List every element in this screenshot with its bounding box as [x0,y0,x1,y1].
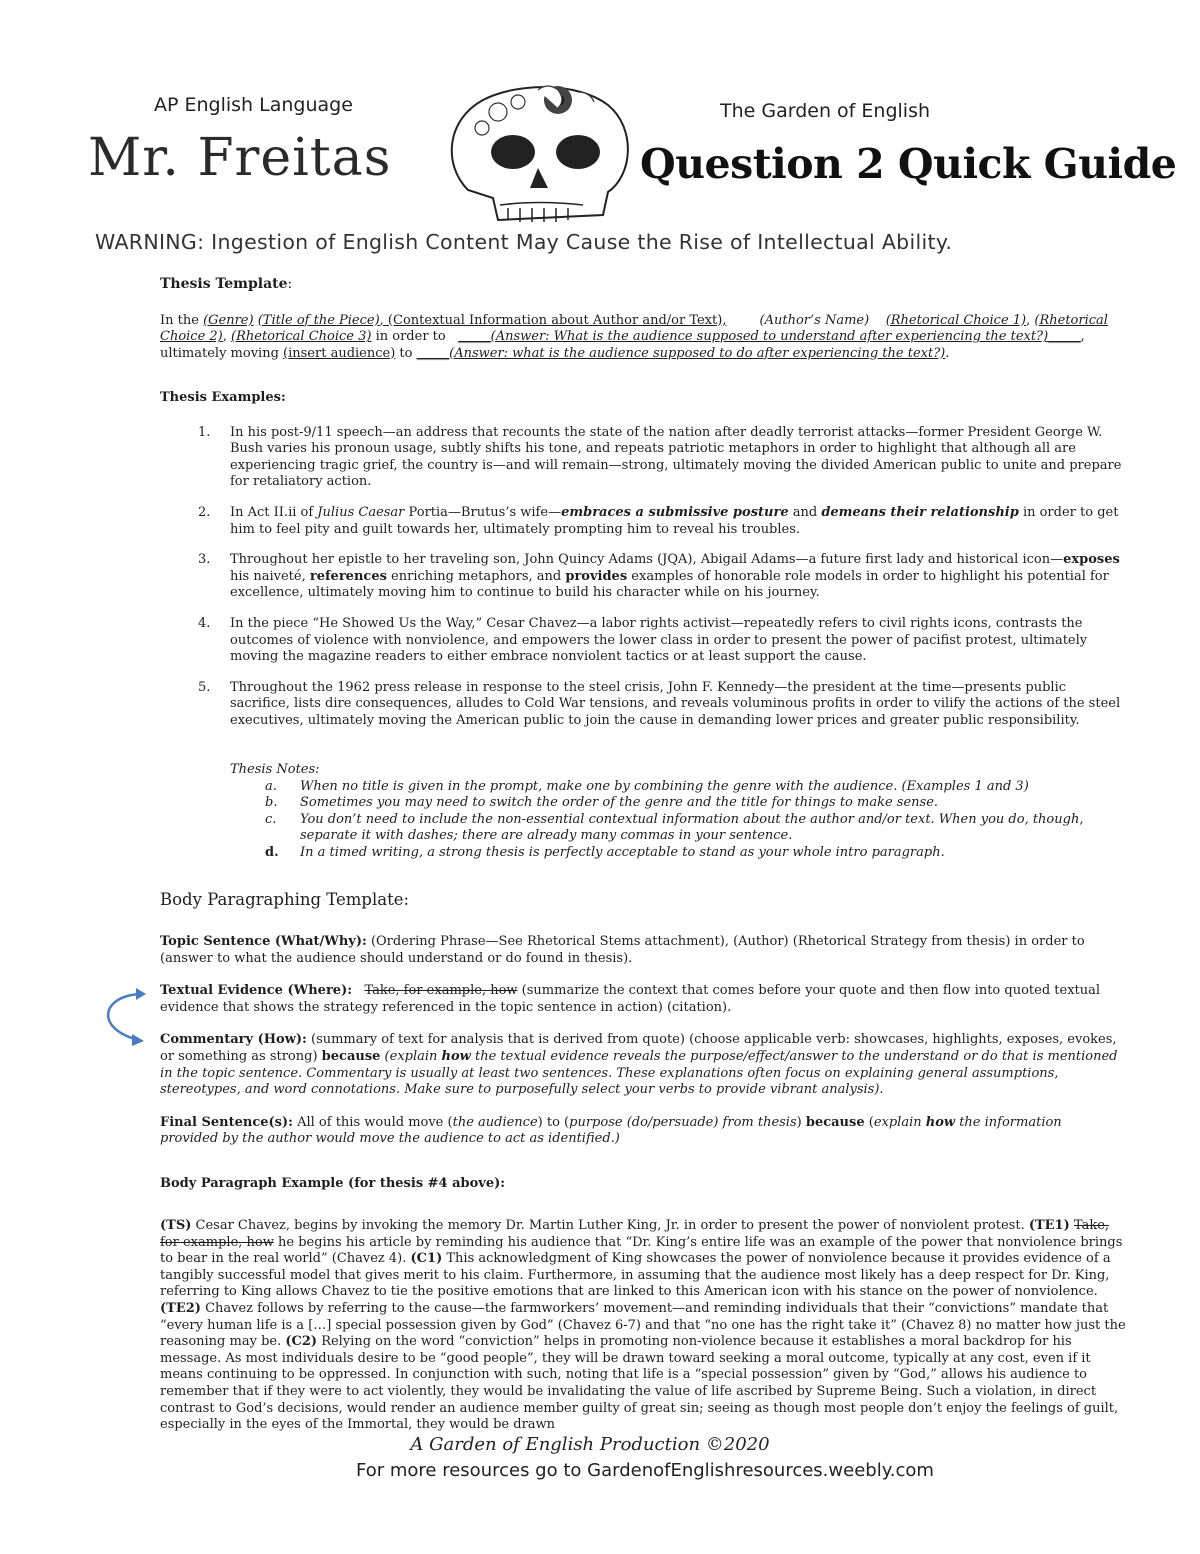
thesis-template-text: In the (Genre) (Title of the Piece), (Contextual Information about Author and/or Text), (Author’s Name) (Rhetorical Choice 1), (Rhetorical Choice 2), (Rhetorical Choice 3) in order to _____(Answer: What is the audience supposed to understand after experiencing the text?)_____, ultimately moving (insert audience) to _____(Answer: what is the audience supposed to do after experiencing the text?). [160,312,1108,361]
course-label: AP English Language [154,94,353,116]
body-template-heading: Body Paragraphing Template: [160,890,410,909]
thesis-note-d: d. In a timed writing, a strong thesis is perfectly acceptable to stand as your whole intro paragraph. [265,844,945,860]
topic-sentence-row: Topic Sentence (What/Why): (Ordering Phrase—See Rhetorical Stems attachment), (Author) (Rhetorical Strategy from thesis) in order to (answer to what the audience should understand or do found in thesis). [160,934,1085,966]
footer-production: A Garden of English Production ©2020 [410,1434,770,1455]
final-sentence-row: Final Sentence(s): All of this would move (the audience) to (purpose (do/persuade) from thesis) because (explain how the information provided by the author would move the audience to act as identified.) [160,1114,1062,1147]
body-example-paragraph: (TS) Cesar Chavez, begins by invoking the memory Dr. Martin Luther King, Jr. in order to present the power of nonviolent protest. (TE1) Take, for example, how he begins his article by reminding his audience that “Dr. King’s entire life was an example of the power that nonviolence brings to bear in the real world” (Chavez 4). (C1) This acknowledgment of King showcases the power of nonviolence because it provides evidence of a tangibly successful model that gives merit to his claim. Furthermore, in assuming that the audience most likely has a deep respect for Dr. King, referring to King allows Chavez to tie the positive emotions that are linked to this American icon with his stance on the power of nonviolence. (TE2) Chavez follows by referring to the cause—the farmworkers’ movement—and reminding individuals that their “convictions” mandate that “every human life is a […] special possession given by God” (Chavez 6-7) and that “no one has the right take it” (Chavez 8) no matter how just the reasoning may be. (C2) Relying on the word “conviction” helps in promoting non-violence because it establishes a moral backdrop for his message. As most individuals desire to be “good people”, they will be drawn toward seeking a moral outcome, typically at any cost, even if it means continuing to be oppressed. In conjunction with such, noting that life is a “special possession” given by “God,” allows his audience to remember that if they were to act violently, they would be invalidating the value of life ascribed by Supreme Being. Such a violation, in direct contrast to God’s decisions, would render an audience member guilty of great sin; seeing as though most people don’t enjoy the feelings of guilt, especially in the eyes of the Immortal, they would be drawn [160,1218,1126,1433]
textual-evidence-row: Textual Evidence (Where): Take, for example, how (summarize the context that comes before your quote and then flow into quoted textual evidence that shows the strategy referenced in the topic sentence in action) (citation). [160,983,1101,1015]
thesis-notes-heading: Thesis Notes: [230,762,320,777]
thesis-note-a: a. When no title is given in the prompt, make one by combining the genre with the audience. (Examples 1 and 3) [265,778,1029,794]
footer-resources-link[interactable]: For more resources go to GardenofEnglishresources.weebly.com [356,1460,934,1481]
curved-arrow-icon [82,982,162,1054]
thesis-examples-heading: Thesis Examples: [160,390,286,405]
thesis-template-colon: : [287,276,293,292]
thesis-example-5: 5. Throughout the 1962 press release in response to the steel crisis, John F. Kennedy—the president at the time—presents public sacrifice, lists dire consequences, alludes to Cold War tensions, and reveals voluminous profits in order to vilify the actions of the steel executives, ultimately moving the American public to join the cause in demanding lower prices and greater public responsibility. [198,679,1121,728]
thesis-example-3: 3. Throughout her epistle to her traveling son, John Quincy Adams (JQA), Abigail Adams—a future first lady and historical icon—exposes his naiveté, references enriching metaphors, and provides examples of honorable role models in order to highlight his potential for excellence, ultimately moving him to continue to build his character while on his journey. [198,552,1120,601]
skull-with-flowers-icon [438,80,638,230]
guide-title: Question 2 Quick Guide [640,140,1177,188]
commentary-row: Commentary (How): (summary of text for analysis that is derived from quote) (choose applicable verb: showcases, highlights, exposes, evokes, or something as strong) because (explain how the textual evidence reveals the purpose/effect/answer to the understand or do that is mentioned in the topic sentence. Commentary is usually at least two sentences. These explanations often focus on explaining general assumptions, stereotypes, and word connotations. Make sure to purposefully select your verbs to provide vibrant analysis). [160,1032,1118,1098]
thesis-note-b: b. Sometimes you may need to switch the order of the genre and the title for things to make sense. [265,795,939,811]
thesis-template-heading: Thesis Template [160,276,288,292]
thesis-example-4: 4. In the piece “He Showed Us the Way,” Cesar Chavez—a labor rights activist—repeatedly refers to civil rights icons, contrasts the outcomes of violence with nonviolence, and empowers the lower class in order to present the power of pacifist protest, ultimately moving the magazine readers to either embrace nonviolent tactics or at least support the cause. [198,615,1088,665]
thesis-example-1: 1. In his post-9/11 speech—an address that recounts the state of the nation after deadly terrorist attacks—former President George W. Bush varies his pronoun usage, subtly shifts his tone, and repeats patriotic metaphors in order to highlight that although all are experiencing tragic grief, the country is—and will remain—strong, ultimately moving the divided American public to unite and prepare for retaliatory action. [198,424,1122,490]
thesis-note-c: c. You don’t need to include the non-essential contextual information about the author and/or text. When you do, though, separate it with dashes; there are already many commas in your sentence. [265,811,1084,844]
body-example-heading: Body Paragraph Example (for thesis #4 above): [160,1176,506,1191]
thesis-example-2: 2. In Act II.ii of Julius Caesar Portia—Brutus’s wife—embraces a submissive posture and demeans their relationship in order to get him to feel pity and guilt towards her, ultimately prompting him to reveal his troubles. [198,504,1119,537]
teacher-name: Mr. Freitas [88,128,392,188]
brand-label: The Garden of English [720,100,931,122]
warning-banner: WARNING: Ingestion of English Content May Cause the Rise of Intellectual Ability. [95,230,953,254]
